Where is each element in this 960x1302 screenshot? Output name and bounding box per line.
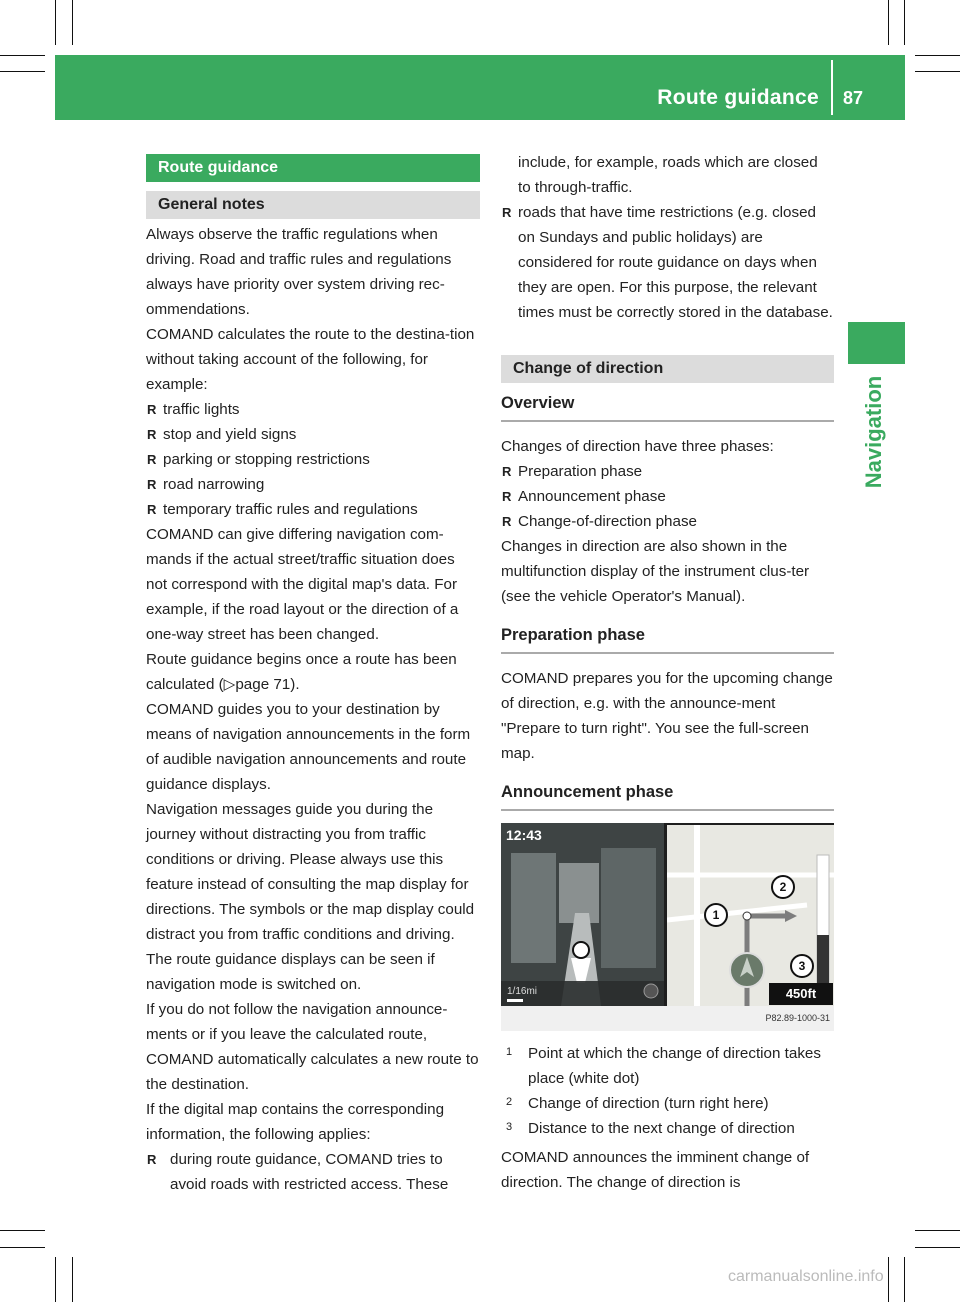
crop-mark <box>55 1257 56 1302</box>
paragraph: COMAND prepares you for the upcoming change of direction, e.g. with the announce-ment "Prepare to turn right". You see the full-screen map. <box>501 670 833 762</box>
bullet-item: R stop and yield signs <box>146 422 480 447</box>
legend-text: Change of direction (turn right here) <box>528 1095 769 1112</box>
right-column <box>501 150 834 1195</box>
crop-mark <box>0 1247 45 1248</box>
left-column <box>146 150 480 1197</box>
bullet-item: R during route guidance, COMAND tries to avoid roads with restricted access. These <box>146 1147 480 1197</box>
section-title: Route guidance <box>146 154 480 182</box>
bullet-item: R Announcement phase <box>501 484 834 509</box>
subsection-title: Change of direction <box>501 355 834 383</box>
navigation-screenshot <box>501 823 834 1031</box>
paragraph-text: Route guidance begins once a route has been calculated ( <box>146 651 457 693</box>
crop-mark <box>72 1257 73 1302</box>
crop-mark <box>915 55 960 56</box>
announcement-heading: Announcement phase <box>501 780 834 811</box>
crop-mark <box>0 55 45 56</box>
callout-1-icon: 1 <box>704 903 728 927</box>
chapter-label-text: Navigation <box>861 375 886 489</box>
chapter-tab <box>848 322 905 364</box>
paragraph: If you do not follow the navigation announce-ments or if you leave the calculated route, COMAND automatically calculates a new route to the destination. <box>146 1001 479 1093</box>
paragraph: Changes in direction are also shown in the multifunction display of the instrument clus-ter (see the vehicle Operator's Manual). <box>501 538 810 605</box>
chapter-label <box>842 362 906 502</box>
crop-mark <box>904 0 905 45</box>
paragraph: COMAND calculates the route to the destina-tion without taking account of the following, for example: <box>146 326 475 393</box>
crop-mark <box>0 1230 45 1231</box>
clock: 12:43 <box>506 827 542 843</box>
crop-mark <box>0 71 45 72</box>
bullet-item: R Preparation phase <box>501 459 834 484</box>
bullet-item: R parking or stopping restrictions <box>146 447 480 472</box>
page-header <box>55 55 905 120</box>
paragraph: If the digital map contains the corresponding information, the following applies: <box>146 1101 445 1143</box>
bullet-item: R temporary traffic rules and regulations <box>146 497 480 522</box>
bullet-item: R traffic lights <box>146 397 480 422</box>
legend-number-2-icon: 2 <box>505 1096 513 1108</box>
legend-item <box>501 1091 834 1116</box>
figure-id <box>501 1006 834 1031</box>
legend-number-1-icon: 1 <box>505 1046 513 1058</box>
crop-mark <box>55 0 56 45</box>
crop-mark <box>904 1257 905 1302</box>
3d-map-graphic <box>501 823 664 1006</box>
callout-3-icon: 3 <box>790 954 814 978</box>
map-scale: 1/16mi <box>507 986 538 997</box>
page-number: 87 <box>842 88 863 108</box>
paragraph: The route guidance displays can be seen if navigation mode is switched on. <box>146 951 435 993</box>
continued-text: include, for example, roads which are closed to through-traffic. <box>518 154 818 196</box>
paragraph: COMAND announces the imminent change of direction. The change of direction is <box>501 1149 810 1191</box>
3d-map-view <box>501 823 664 1006</box>
bullet-item: R road narrowing <box>146 472 480 497</box>
paragraph: Changes of direction have three phases: <box>501 438 774 455</box>
paragraph: COMAND can give differing navigation com-mands if the actual street/traffic situation does not correspond with the digital map's data. For example, if the road layout or the direction of a one-way street has been changed. <box>146 526 459 643</box>
overview-heading: Overview <box>501 391 834 422</box>
crop-mark <box>915 1230 960 1231</box>
crop-mark <box>888 1257 889 1302</box>
legend-text: Distance to the next change of direction <box>528 1120 795 1137</box>
header-title: Route guidance <box>657 86 819 109</box>
header-divider <box>831 60 833 115</box>
page-reference-link[interactable]: page 71). <box>235 676 300 693</box>
legend-item <box>501 1116 834 1141</box>
crop-mark <box>72 0 73 45</box>
2d-map-graphic <box>667 825 834 1006</box>
distance-readout: 450ft <box>769 983 833 1005</box>
paragraph: Navigation messages guide you during the journey without distracting you from traffic conditions or driving. Please always use this feature instead of consulting the map display for directions. The symbols or the map display could distract you from traffic conditions and driving. <box>146 801 475 943</box>
legend-item <box>501 1041 834 1091</box>
figure-id-text: P82.89-1000-31 <box>765 1013 830 1023</box>
watermark: carmanualsonline.info <box>728 1268 884 1285</box>
legend-number-3-icon: 3 <box>505 1121 513 1133</box>
paragraph: COMAND guides you to your destination by means of navigation announcements in the form of audible navigation announcements and route guidance displays. <box>146 701 471 793</box>
bullet-item: R Change-of-direction phase <box>501 509 834 534</box>
crop-mark <box>915 71 960 72</box>
legend-text: Point at which the change of direction takes place (white dot) <box>528 1045 821 1087</box>
subsection-title: General notes <box>146 191 480 219</box>
2d-map-view <box>667 825 834 1006</box>
callout-2-icon: 2 <box>771 875 795 899</box>
crop-mark <box>888 0 889 45</box>
page-reference-icon: ▷ <box>223 676 236 693</box>
preparation-heading: Preparation phase <box>501 623 834 654</box>
crop-mark <box>915 1247 960 1248</box>
bullet-item: R roads that have time restrictions (e.g. closed on Sundays and public holidays) are considered for route guidance on days when they are open. For this purpose, the relevant times must be correctly stored in the database. <box>501 200 834 325</box>
paragraph-with-reference <box>146 647 480 697</box>
paragraph: Always observe the traffic regulations when driving. Road and traffic rules and regulations always have priority over system driving rec-ommendations. <box>146 226 452 318</box>
